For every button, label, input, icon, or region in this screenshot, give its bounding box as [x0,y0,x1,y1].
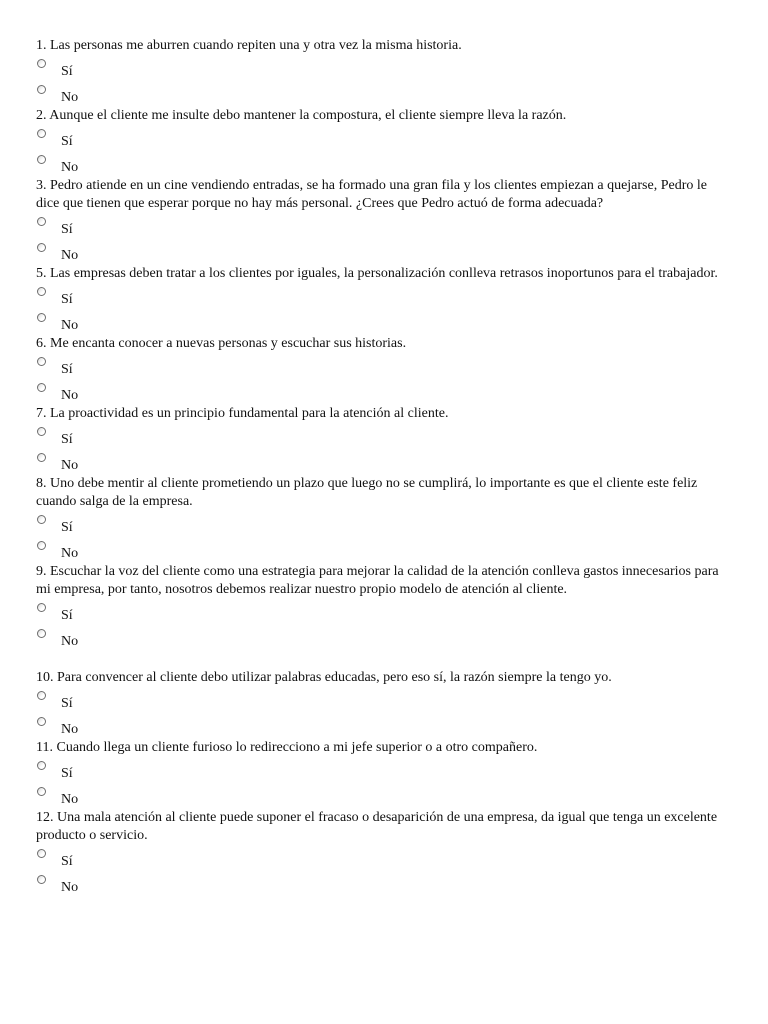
radio-button[interactable] [37,129,46,138]
question-text: 5. Las empresas deben tratar a los clientes por iguales, la personalización conlleva retrasos inoportunos para el trabajador. [36,266,718,281]
radio-button[interactable] [37,787,46,796]
question-text: 10. Para convencer al cliente debo utilizar palabras educadas, pero eso sí, la razón siempre la tengo yo. [36,670,612,685]
option-no[interactable] [36,871,726,897]
option-no[interactable] [36,449,726,475]
radio-button[interactable] [37,849,46,858]
question-text: 3. Pedro atiende en un cine vendiendo entradas, se ha formado una gran fila y los clientes empiezan a quejarse, Pedro le dice que tienen que esperar porque no hay más personal. ¿Crees que Pedro actuó de forma adecuada? [36,178,707,211]
question-11 [36,739,726,809]
option-si[interactable] [36,353,726,379]
option-si[interactable] [36,423,726,449]
option-label: Sí [61,292,73,307]
option-no[interactable] [36,81,726,107]
option-no[interactable] [36,537,726,563]
radio-button[interactable] [37,357,46,366]
question-7 [36,405,726,475]
radio-button[interactable] [37,629,46,638]
radio-button[interactable] [37,313,46,322]
option-no[interactable] [36,783,726,809]
question-text: 6. Me encanta conocer a nuevas personas y escuchar sus historias. [36,336,407,351]
option-no[interactable] [36,151,726,177]
question-text: 2. Aunque el cliente me insulte debo mantener la compostura, el cliente siempre lleva la razón. [36,108,567,123]
option-si[interactable] [36,599,726,625]
radio-button[interactable] [37,287,46,296]
radio-button[interactable] [37,155,46,164]
radio-button[interactable] [37,85,46,94]
option-label: No [61,160,79,175]
option-label: Sí [61,432,73,447]
option-label: No [61,634,79,649]
option-si[interactable] [36,757,726,783]
option-no[interactable] [36,309,726,335]
option-si[interactable] [36,845,726,871]
option-label: Sí [61,362,73,377]
option-label: Sí [61,854,73,869]
option-label: No [61,792,79,807]
option-si[interactable] [36,213,726,239]
option-si[interactable] [36,125,726,151]
option-no[interactable] [36,379,726,405]
question-text: 9. Escuchar la voz del cliente como una estrategia para mejorar la calidad de la atención conlleva gastos innecesarios para mi empresa, por tanto, nosotros debemos realizar nuestro propio modelo de atención al cliente. [36,564,719,597]
question-3 [36,177,726,265]
radio-button[interactable] [37,515,46,524]
option-label: Sí [61,766,73,781]
option-label: No [61,90,79,105]
option-label: Sí [61,608,73,623]
option-no[interactable] [36,239,726,265]
option-label: Sí [61,222,73,237]
option-si[interactable] [36,55,726,81]
radio-button[interactable] [37,243,46,252]
option-label: Sí [61,134,73,149]
spacer [36,651,726,669]
question-12 [36,809,726,897]
option-si[interactable] [36,511,726,537]
radio-button[interactable] [37,383,46,392]
radio-button[interactable] [37,59,46,68]
question-text: 1. Las personas me aburren cuando repiten una y otra vez la misma historia. [36,38,462,53]
option-label: No [61,546,79,561]
option-label: No [61,458,79,473]
question-10 [36,669,726,739]
radio-button[interactable] [37,691,46,700]
question-9 [36,563,726,651]
option-label: No [61,248,79,263]
option-label: Sí [61,696,73,711]
radio-button[interactable] [37,603,46,612]
option-label: Sí [61,520,73,535]
question-text: 8. Uno debe mentir al cliente prometiendo un plazo que luego no se cumplirá, lo importante es que el cliente este feliz cuando salga de la empresa. [36,476,698,509]
option-label: Sí [61,64,73,79]
radio-button[interactable] [37,875,46,884]
question-text: 11. Cuando llega un cliente furioso lo redirecciono a mi jefe superior o a otro compañero. [36,740,538,755]
question-1 [36,37,726,107]
option-label: No [61,722,79,737]
option-label: No [61,880,79,895]
question-5 [36,265,726,335]
radio-button[interactable] [37,427,46,436]
question-8 [36,475,726,563]
option-label: No [61,388,79,403]
option-no[interactable] [36,625,726,651]
question-6 [36,335,726,405]
option-label: No [61,318,79,333]
radio-button[interactable] [37,761,46,770]
option-si[interactable] [36,687,726,713]
radio-button[interactable] [37,217,46,226]
question-2 [36,107,726,177]
radio-button[interactable] [37,453,46,462]
question-text: 12. Una mala atención al cliente puede suponer el fracaso o desaparición de una empresa, da igual que tenga un excelente producto o servicio. [36,810,718,843]
option-si[interactable] [36,283,726,309]
question-text: 7. La proactividad es un principio fundamental para la atención al cliente. [36,406,449,421]
questionnaire [36,37,726,897]
radio-button[interactable] [37,717,46,726]
option-no[interactable] [36,713,726,739]
radio-button[interactable] [37,541,46,550]
